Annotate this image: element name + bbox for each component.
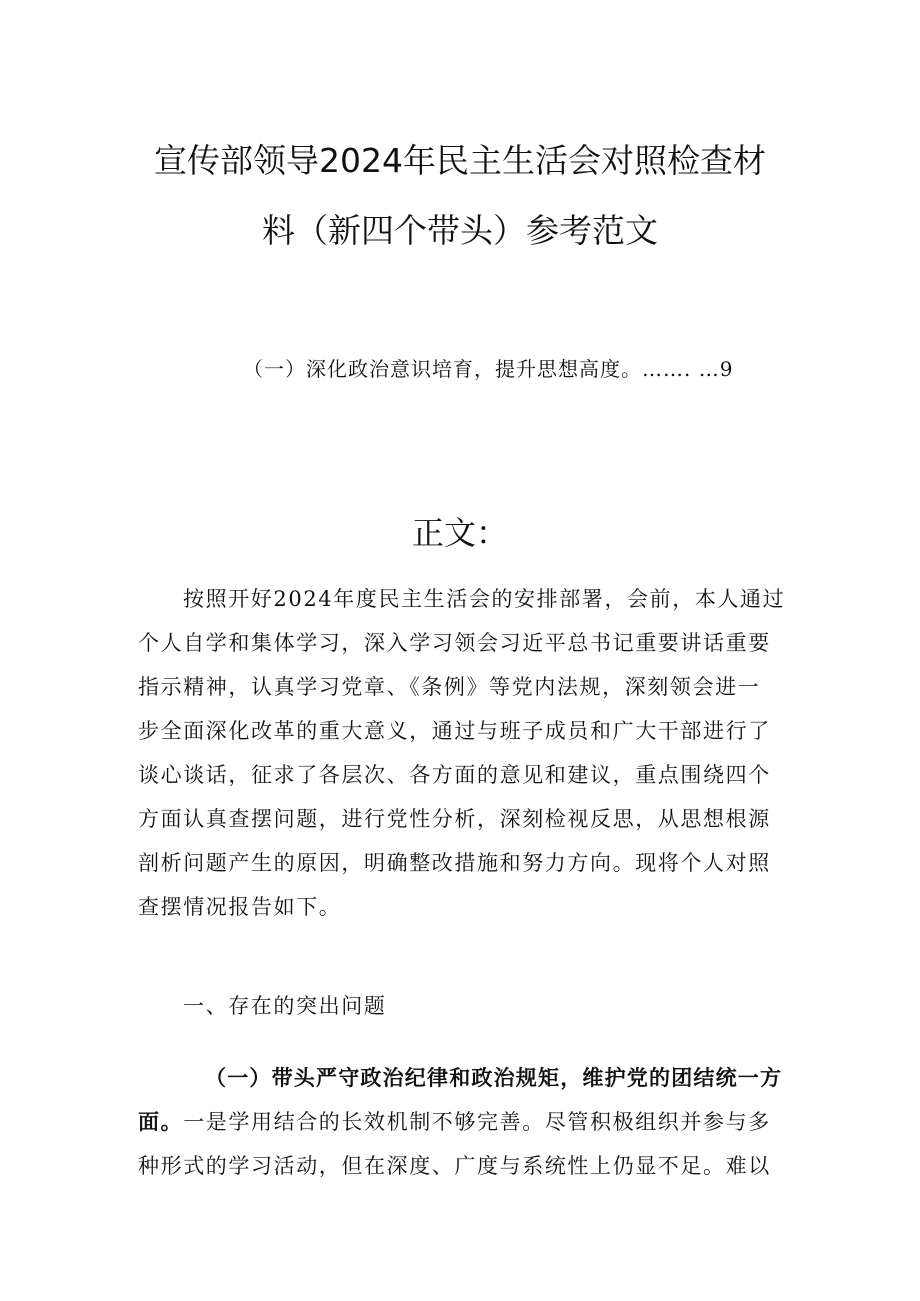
- sub-heading-1-line-1: （一）带头严守政治纪律和政治规矩，维护党的团结统一方: [205, 1065, 783, 1090]
- document-title-line-2: 料（新四个带头）参考范文: [262, 211, 658, 250]
- body-line-1: 种形式的学习活动，但在深度、广度与系统性上仍显不足。难以: [138, 1154, 771, 1178]
- toc-entry[interactable]: （一）深化政治意识培育，提升思想高度。……. …9: [243, 357, 734, 381]
- intro-line-1: 按照开好2024年度民主生活会的安排部署，会前，本人通过: [183, 587, 786, 611]
- intro-line-2: 个人自学和集体学习，深入学习领会习近平总书记重要讲话重要: [138, 631, 771, 655]
- intro-line-6: 方面认真查摆问题，进行党性分析，深刻检视反思，从思想根源: [138, 807, 771, 831]
- document-title-line-1: 宣传部领导2024年民主生活会对照检查材: [154, 141, 766, 180]
- intro-line-5: 谈心谈话，征求了各层次、各方面的意见和建议，重点围绕四个: [138, 763, 771, 787]
- heading-level-1: 一、存在的突出问题: [183, 994, 387, 1018]
- intro-line-8: 查摆情况报告如下。: [138, 895, 342, 919]
- intro-line-7: 剖析问题产生的原因，明确整改措施和努力方向。现将个人对照: [138, 851, 771, 875]
- intro-line-3: 指示精神，认真学习党章、《条例》等党内法规，深刻领会进一: [138, 675, 761, 699]
- sub-heading-1-line-2: [138, 1106, 771, 1136]
- section-heading-body: 正文：: [411, 514, 508, 552]
- intro-line-4: 步全面深化改革的重大意义，通过与班子成员和广大干部进行了: [138, 719, 771, 743]
- sub-heading-1-bold-tail: 面。: [138, 1109, 184, 1134]
- sub-heading-1-body-start: 一是学用结合的长效机制不够完善。尽管积极组织并参与多: [183, 1110, 771, 1134]
